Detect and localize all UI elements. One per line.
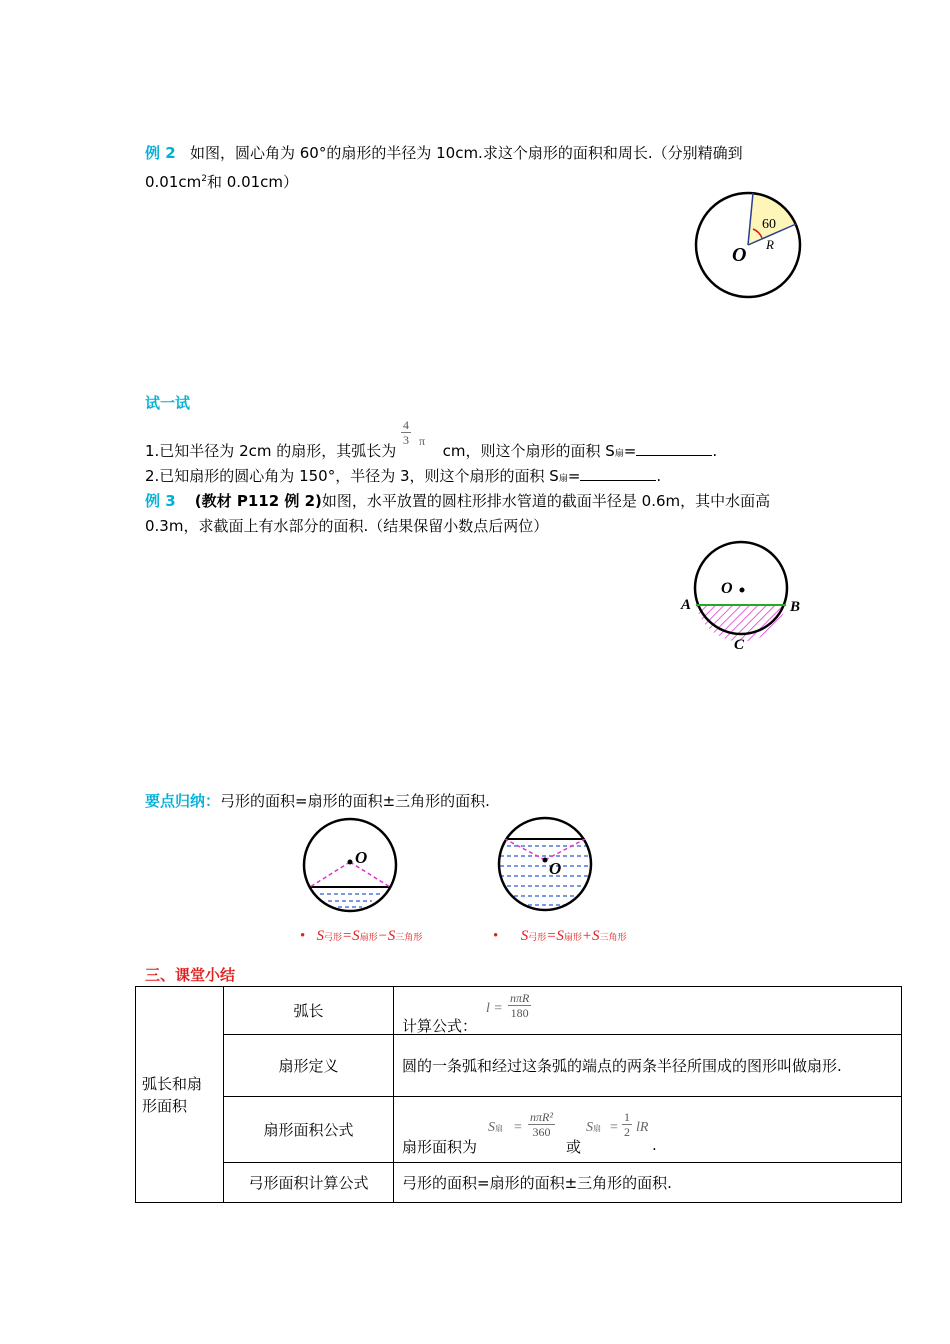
row-content: 扇形面积为 S扇 = nπR² 360 或 S扇 = $\frac{1}{2}$ lR . [394, 1097, 902, 1163]
example2-text2-pre: 0.01cm [145, 173, 202, 191]
center-label: O [355, 848, 368, 867]
key-points-line [145, 790, 490, 812]
q1-sub: 扇 [614, 449, 624, 459]
q1-blank[interactable] [636, 441, 712, 456]
q2-blank[interactable] [580, 466, 656, 481]
example3-figure [675, 535, 815, 660]
label-b: B [790, 599, 801, 615]
example3-text2: 0.3m，求截面上有水部分的面积.（结果保留小数点后两位） [145, 517, 549, 535]
key-points-label: 要点归纳： [145, 792, 221, 810]
example3-label: 例 3 [145, 492, 176, 510]
example3-line1 [145, 490, 770, 512]
try-it-q2 [145, 465, 661, 490]
center-label: O [732, 244, 747, 266]
center-dot [543, 858, 548, 863]
q2-eq: = [567, 467, 581, 485]
table-row [136, 1163, 902, 1203]
row-name: 弓形面积计算公式 [224, 1163, 394, 1203]
example3-ref: (教材 P112 例 2) [194, 492, 322, 510]
row-content: 弓形的面积=扇形的面积±三角形的面积. [394, 1163, 902, 1203]
center-dot [348, 860, 353, 865]
row-name: 扇形面积公式 [224, 1097, 394, 1163]
q2-pre: 2.已知扇形的圆心角为 150°，半径为 3，则这个扇形的面积 S [145, 467, 559, 485]
center-dot [740, 588, 745, 593]
example3-line2 [145, 515, 548, 537]
radius-left [310, 862, 350, 887]
q1-post: cm，则这个扇形的面积 S [442, 442, 615, 460]
water-segment [696, 605, 786, 641]
summary-title: 三、课堂小结 [145, 966, 236, 984]
q1-fraction [401, 418, 433, 456]
example2-line1 [145, 142, 743, 164]
example2-label: 例 2 [145, 144, 176, 162]
label-c: C [734, 637, 745, 653]
q1-frac-num: 4 [403, 418, 410, 432]
summary-table [135, 986, 902, 1203]
label-a: A [681, 597, 692, 613]
example2-text2-sup: 2 [201, 174, 207, 184]
table-row [136, 1097, 902, 1163]
example2-line2 [145, 168, 298, 193]
try-it-q1 [145, 418, 718, 465]
q1-pi: π [419, 434, 426, 448]
circle [304, 819, 396, 911]
example3-text1: 如图，水平放置的圆柱形排水管道的截面半径是 0.6m，其中水面高 [321, 492, 771, 510]
key-figure-2 [493, 812, 597, 916]
angle-label: 60 [762, 217, 776, 232]
q2-end: . [656, 467, 662, 485]
table-row [136, 987, 902, 1035]
radius-label: R [766, 237, 774, 252]
label-o: O [721, 580, 733, 597]
try-it-label: 试一试 [145, 394, 191, 412]
key-figure-1 [298, 815, 402, 915]
q1-end: . [712, 442, 718, 460]
example2-figure [690, 185, 810, 305]
row-name: 扇形定义 [224, 1035, 394, 1097]
table-row [136, 1035, 902, 1097]
formula-2: • S弓形=S扇形+S三角形 [493, 928, 627, 944]
q1-eq: = [623, 442, 637, 460]
key-points-text: 弓形的面积=扇形的面积±三角形的面积. [220, 792, 490, 810]
radius-left [505, 839, 545, 860]
q1-frac-den: 3 [403, 433, 410, 447]
formula-1: • S弓形=S扇形−S三角形 [300, 928, 423, 944]
example2-text2-post: 和 0.01cm） [207, 173, 299, 191]
row-content: 圆的一条弧和经过这条弧的端点的两条半径所围成的图形叫做扇形. [394, 1035, 902, 1097]
row-content: 计算公式： l = nπR 180 [394, 987, 902, 1035]
center-label: O [549, 859, 562, 878]
group-label-cell: 弧长和扇形面积 [136, 987, 224, 1203]
row-name: 弧长 [224, 987, 394, 1035]
radius-right [545, 839, 585, 860]
q2-sub: 扇 [558, 474, 568, 484]
example2-text1: 如图，圆心角为 60°的扇形的半径为 10cm.求这个扇形的面积和周长.（分别精确到 [189, 144, 743, 162]
q1-pre: 1.已知半径为 2cm 的扇形，其弧长为 [145, 442, 397, 460]
